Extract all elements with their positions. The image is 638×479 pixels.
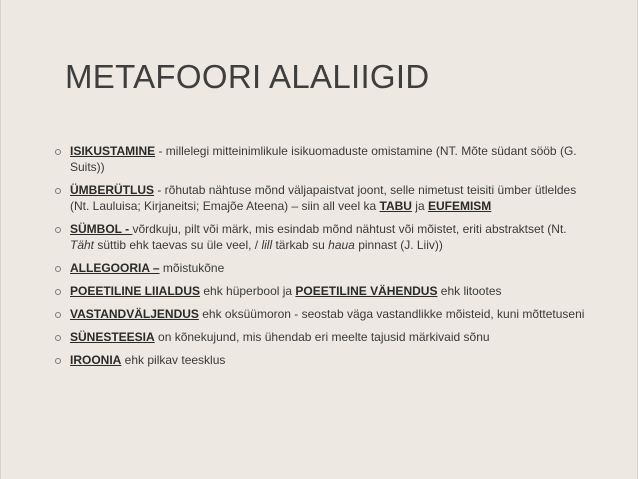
definition-text: ehk litootes <box>437 284 502 298</box>
circle-bullet-icon <box>55 358 61 364</box>
definition-text: - rõhutab nähtuse mõnd väljapaistvat joont, selle nimetust teisiti ümber ütleldes (Nt. Lauluisa; Kirjaneitsi; Emajõe Ateena) – siin all veel ka <box>70 183 577 213</box>
term-allegooria: ALLEGOORIA – <box>70 261 160 275</box>
list-item-vastandvaljendus <box>51 306 591 322</box>
definition-text: pinnast (J. Liiv)) <box>354 238 443 252</box>
slide-title: METAFOORI ALALIIGID <box>65 58 430 95</box>
term-umberutlus: ÜMBERÜTLUS <box>70 183 154 197</box>
circle-bullet-icon <box>55 266 61 272</box>
definition-text: ehk hüperbool ja <box>200 284 296 298</box>
list-item-allegooria <box>51 260 591 276</box>
list-item-poeetiline <box>51 283 591 299</box>
circle-bullet-icon <box>55 312 61 318</box>
definition-text: süttib ehk taevas su üle veel, / <box>94 238 262 252</box>
definition-text: ehk oksüümoron - seostab väga vastandlikke mõisteid, kuni mõttetuseni <box>198 307 585 321</box>
definition-text: mõistukõne <box>159 261 225 275</box>
term-eufemism: EUFEMISM <box>427 199 492 213</box>
italic-word: haua <box>328 238 355 252</box>
list-item-sunesteesia <box>51 329 591 345</box>
definition-text: ehk pilkav teesklus <box>121 353 226 367</box>
italic-word: Täht <box>70 238 95 252</box>
circle-bullet-icon <box>55 188 61 194</box>
term-poeetiline-liialdus: POEETILINE LIIALDUS <box>70 284 201 298</box>
list-item-isikustamine <box>51 143 591 175</box>
italic-word: lill <box>261 238 273 252</box>
definition-text: - millelegi mitteinimlikule isikuomaduste omistamine (NT. Mõte südant sööb (G. Suits)) <box>70 144 577 174</box>
term-poeetiline-vahendus: POEETILINE VÄHENDUS <box>295 284 438 298</box>
term-vastandvaljendus: VASTANDVÄLJENDUS <box>70 307 199 321</box>
definition-text: tärkab su <box>272 238 329 252</box>
list-item-iroonia <box>51 352 591 368</box>
list-item-sumbol <box>51 221 591 253</box>
term-isikustamine: ISIKUSTAMINE <box>70 144 156 158</box>
list-item-umberutlus <box>51 182 591 214</box>
definition-text: on kõnekujund, mis ühendab eri meelte tajusid märkivaid sõnu <box>154 330 490 344</box>
circle-bullet-icon <box>55 149 61 155</box>
term-iroonia: IROONIA <box>70 353 122 367</box>
term-sunesteesia: SÜNESTEESIA <box>70 330 155 344</box>
circle-bullet-icon <box>55 227 61 233</box>
definition-text: võrdkuju, pilt või märk, mis esindab mõnd nähtust või mõistet, eriti abstraktset (Nt. <box>132 222 567 236</box>
bullet-list <box>51 143 591 375</box>
circle-bullet-icon <box>55 335 61 341</box>
connector-text: ja <box>411 199 428 213</box>
term-tabu: TABU <box>379 199 412 213</box>
circle-bullet-icon <box>55 289 61 295</box>
term-sumbol: SÜMBOL - <box>70 222 133 236</box>
